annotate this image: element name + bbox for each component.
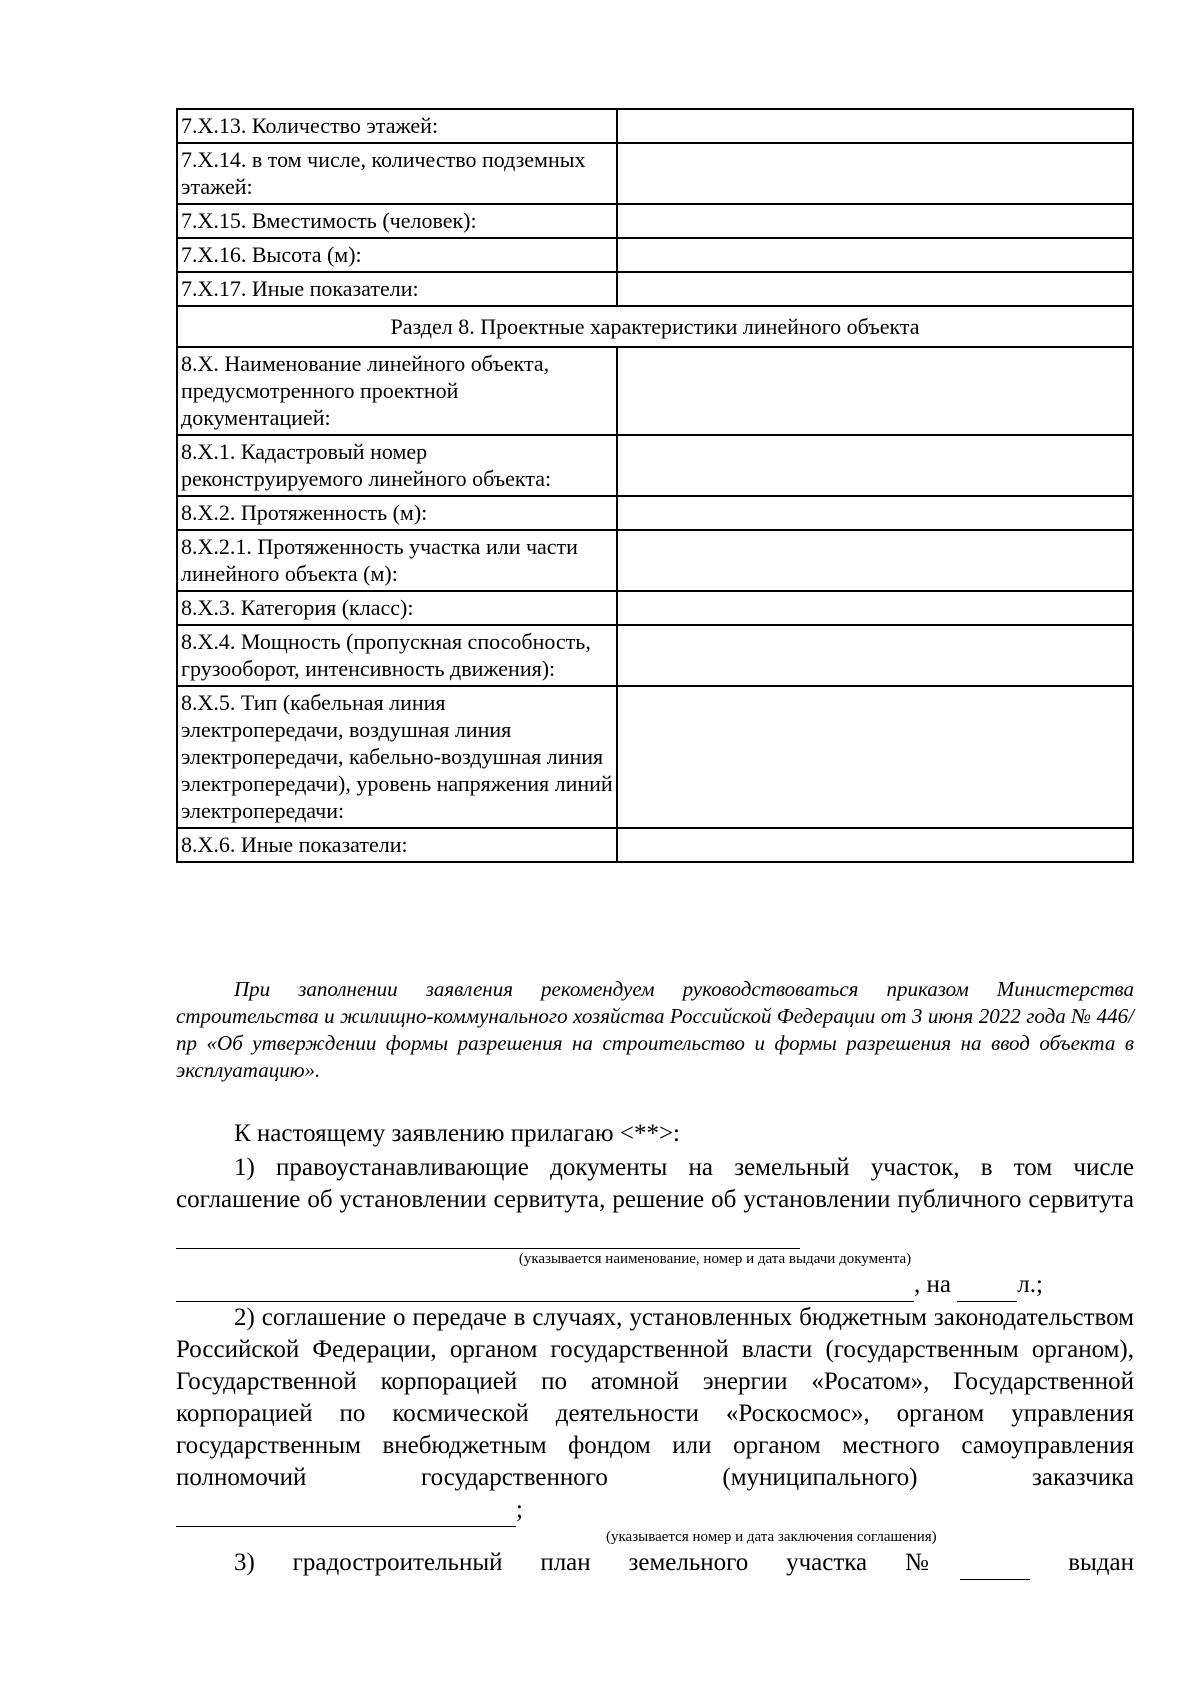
- row-label: 7.Х.15. Вместимость (человек):: [177, 204, 617, 238]
- filling-note: При заполнении заявления рекомендуем руководствоваться приказом Министерства строительства и жилищно-коммунального хозяйства Российской Федерации от 3 июня 2022 года № 446/пр «Об утверждении формы разрешения на строительство и формы разрешения на ввод объекта в эксплуатацию».: [176, 977, 1134, 1082]
- row-value-field[interactable]: [617, 496, 1133, 530]
- document-name-field[interactable]: [176, 1216, 800, 1249]
- table-row: [177, 238, 1133, 272]
- attachment-item-2-end: ;: [516, 1496, 523, 1523]
- table-row: [177, 347, 1133, 435]
- attachment-item-2: [176, 1302, 1134, 1527]
- attachment-item-1-text: 1) правоустанавливающие документы на земельный участок, в том числе соглашение об установлении сервитута, решение об установлении публичного сервитута: [176, 1154, 1134, 1213]
- attachment-item-2-hint: (указывается номер и дата заключения соглашения): [606, 1529, 937, 1545]
- table-row: [177, 204, 1133, 238]
- row-value-field[interactable]: [617, 530, 1133, 591]
- row-label: 7.Х.16. Высота (м):: [177, 238, 617, 272]
- table-row: [177, 591, 1133, 625]
- row-label: 8.Х.4. Мощность (пропускная способность, грузооборот, интенсивность движения):: [177, 625, 617, 686]
- row-label: 8.Х.6. Иные показатели:: [177, 828, 617, 862]
- table-row: [177, 496, 1133, 530]
- table-row: [177, 435, 1133, 496]
- row-value-field[interactable]: [617, 591, 1133, 625]
- table-row: [177, 143, 1133, 204]
- section-header-row: [177, 306, 1133, 347]
- row-value-field[interactable]: [617, 828, 1133, 862]
- attachment-item-3-end: выдан: [1068, 1549, 1134, 1576]
- attachment-item-1-hint: (указывается наименование, номер и дата выдачи документа): [518, 1251, 912, 1267]
- attachment-item-3: [176, 1547, 1134, 1580]
- table-row: [177, 625, 1133, 686]
- row-label: 8.Х. Наименование линейного объекта, предусмотренного проектной документацией:: [177, 347, 617, 435]
- characteristics-table: [176, 108, 1134, 863]
- table-row: [177, 828, 1133, 862]
- attachments-section: [176, 1118, 1134, 1580]
- pages-suffix: л.;: [1017, 1271, 1043, 1298]
- row-label: 7.Х.13. Количество этажей:: [177, 109, 617, 143]
- row-value-field[interactable]: [617, 347, 1133, 435]
- row-label: 8.Х.2. Протяженность (м):: [177, 496, 617, 530]
- agreement-field[interactable]: [176, 1494, 516, 1527]
- table-row: [177, 272, 1133, 306]
- attachment-item-2-text: 2) соглашение о передаче в случаях, установленных бюджетным законодательством Российской Федерации, органом государственной власти (государственным органом), Государственной корпорацией по атомной энергии «Росатом», Государственной корпорацией по космической деятельности «Роскосмос», органом управления государственным внебюджетным фондом или органом местного самоуправления полномочий государственного (муниципального) заказчика: [176, 1304, 1134, 1491]
- row-value-field[interactable]: [617, 435, 1133, 496]
- row-label: 8.Х.2.1. Протяженность участка или части линейного объекта (м):: [177, 530, 617, 591]
- row-label: 8.Х.5. Тип (кабельная линия электропередачи, воздушная линия электропередачи, кабельно-воздушная линия электропередачи), уровень напряжения линий электропередачи:: [177, 686, 617, 828]
- table-row: [177, 530, 1133, 591]
- pages-prefix: , на: [914, 1271, 951, 1298]
- row-value-field[interactable]: [617, 204, 1133, 238]
- row-value-field[interactable]: [617, 625, 1133, 686]
- row-label: 7.Х.17. Иные показатели:: [177, 272, 617, 306]
- row-value-field[interactable]: [617, 143, 1133, 204]
- table-row: [177, 686, 1133, 828]
- table-row: [177, 109, 1133, 143]
- row-value-field[interactable]: [617, 272, 1133, 306]
- row-value-field[interactable]: [617, 686, 1133, 828]
- row-label: 8.Х.1. Кадастровый номер реконструируемого линейного объекта:: [177, 435, 617, 496]
- document-name-field-continued[interactable]: [176, 1269, 914, 1302]
- attachment-item-3-text: 3) градостроительный план земельного участка №: [234, 1549, 961, 1576]
- pages-count-field[interactable]: [957, 1269, 1017, 1302]
- section-title: Раздел 8. Проектные характеристики линейного объекта: [177, 306, 1133, 347]
- attachment-item-1: [176, 1152, 1134, 1249]
- row-label: 7.Х.14. в том числе, количество подземных этажей:: [177, 143, 617, 204]
- plan-number-field[interactable]: [960, 1547, 1030, 1580]
- row-value-field[interactable]: [617, 238, 1133, 272]
- attachment-item-1-tail: [176, 1269, 1134, 1302]
- attachments-lead: К настоящему заявлению прилагаю <**>:: [234, 1120, 680, 1147]
- row-label: 8.Х.3. Категория (класс):: [177, 591, 617, 625]
- row-value-field[interactable]: [617, 109, 1133, 143]
